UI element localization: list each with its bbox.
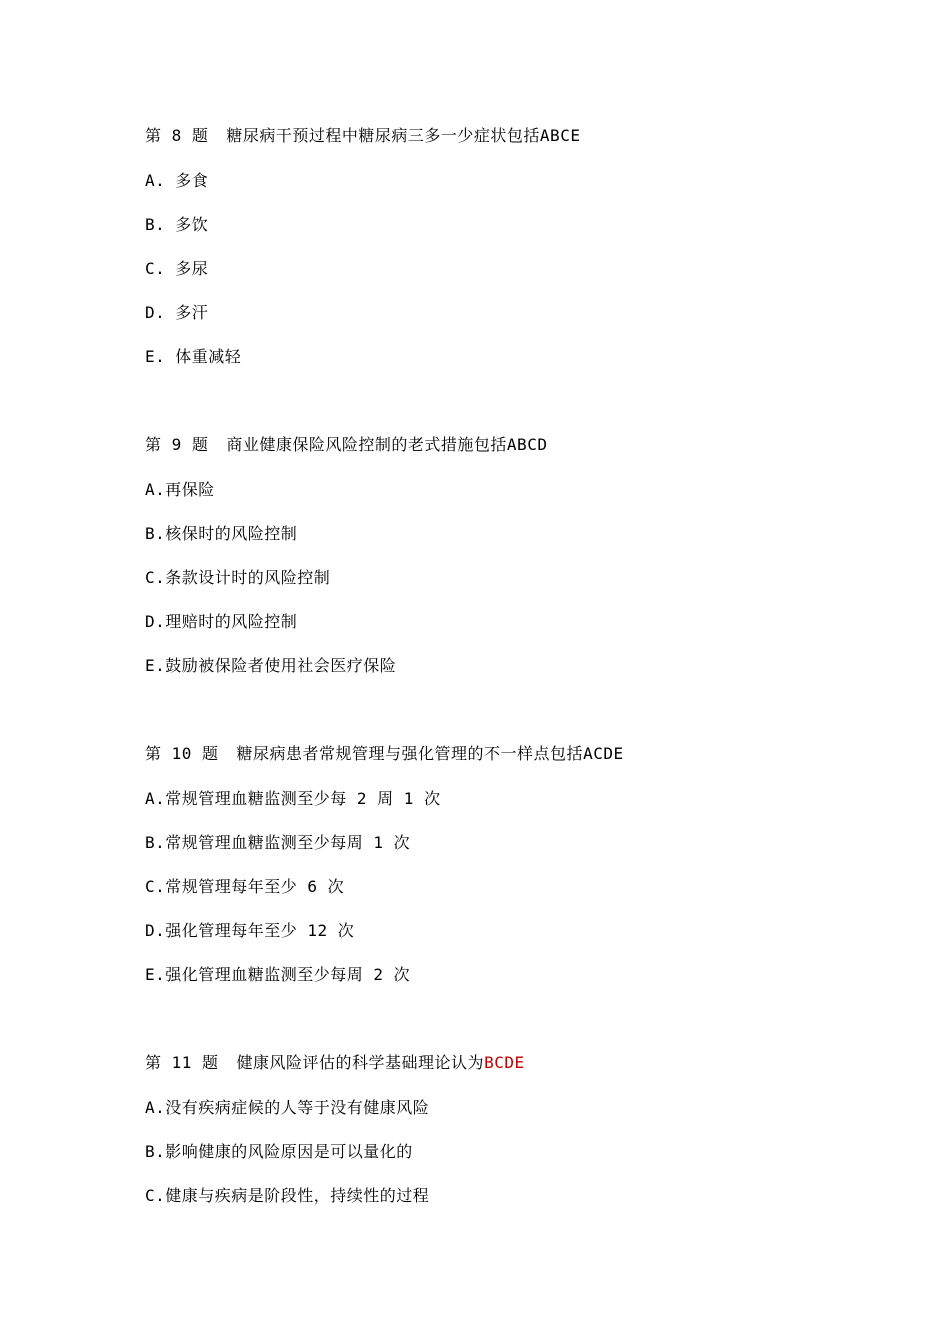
question-stem: 糖尿病患者常规管理与强化管理的不一样点包括 xyxy=(236,744,584,763)
question-title xyxy=(145,1051,525,1075)
question-title xyxy=(145,124,580,148)
option-a xyxy=(145,1096,429,1120)
option-label: E. xyxy=(145,656,166,675)
option-text: 核保时的风险控制 xyxy=(165,524,298,543)
option-b xyxy=(145,522,297,546)
option-a xyxy=(145,169,208,193)
option-text: 再保险 xyxy=(165,480,215,499)
question-stem: 糖尿病干预过程中糖尿病三多一少症状包括 xyxy=(226,126,540,145)
option-label: A. xyxy=(145,171,166,190)
option-label: C. xyxy=(145,877,166,896)
option-b xyxy=(145,213,208,237)
option-d xyxy=(145,919,354,943)
option-text: 常规管理每年至少 6 次 xyxy=(165,877,345,896)
question-number: 第 11 题 xyxy=(145,1053,219,1072)
option-b xyxy=(145,831,410,855)
option-text: 强化管理血糖监测至少每周 2 次 xyxy=(165,965,411,984)
question-number: 第 9 题 xyxy=(145,435,209,454)
option-e xyxy=(145,654,396,678)
question-answer: BCDE xyxy=(484,1053,525,1072)
question-answer: ABCE xyxy=(539,126,581,145)
option-text: 多饮 xyxy=(175,215,209,234)
option-text: 条款设计时的风险控制 xyxy=(165,568,331,587)
question-number: 第 10 题 xyxy=(145,744,219,763)
option-label: B. xyxy=(145,833,166,852)
question-answer: ABCD xyxy=(506,435,548,454)
option-d xyxy=(145,301,208,325)
option-a xyxy=(145,478,215,502)
option-label: B. xyxy=(145,1142,166,1161)
option-label: A. xyxy=(145,1098,166,1117)
option-label: B. xyxy=(145,524,166,543)
option-text: 没有疾病症候的人等于没有健康风险 xyxy=(165,1098,430,1117)
option-text: 理赔时的风险控制 xyxy=(165,612,298,631)
option-label: D. xyxy=(145,921,166,940)
option-text: 常规管理血糖监测至少每 2 周 1 次 xyxy=(165,789,441,808)
question-title xyxy=(145,433,547,457)
option-label: E. xyxy=(145,347,166,366)
option-a xyxy=(145,787,441,811)
option-label: C. xyxy=(145,1186,166,1205)
option-text: 强化管理每年至少 12 次 xyxy=(165,921,355,940)
option-text: 多汗 xyxy=(175,303,209,322)
option-text: 影响健康的风险原因是可以量化的 xyxy=(165,1142,413,1161)
option-text: 健康与疾病是阶段性，持续性的过程 xyxy=(165,1186,430,1205)
option-text: 多食 xyxy=(175,171,209,190)
option-label: A. xyxy=(145,480,166,499)
option-c xyxy=(145,875,344,899)
option-label: C. xyxy=(145,259,166,278)
option-d xyxy=(145,610,297,634)
question-stem: 商业健康保险风险控制的老式措施包括 xyxy=(226,435,507,454)
option-label: C. xyxy=(145,568,166,587)
question-title xyxy=(145,742,624,766)
option-text: 常规管理血糖监测至少每周 1 次 xyxy=(165,833,411,852)
option-c xyxy=(145,257,208,281)
option-c xyxy=(145,566,330,590)
question-answer: ACDE xyxy=(583,744,624,763)
option-label: A. xyxy=(145,789,166,808)
option-label: D. xyxy=(145,612,166,631)
option-text: 体重减轻 xyxy=(175,347,242,366)
option-label: E. xyxy=(145,965,166,984)
option-label: B. xyxy=(145,215,166,234)
option-e xyxy=(145,963,410,987)
option-e xyxy=(145,345,241,369)
option-text: 多尿 xyxy=(175,259,209,278)
question-number: 第 8 题 xyxy=(145,126,209,145)
option-c xyxy=(145,1184,429,1208)
option-b xyxy=(145,1140,413,1164)
option-label: D. xyxy=(145,303,166,322)
option-text: 鼓励被保险者使用社会医疗保险 xyxy=(165,656,397,675)
question-stem: 健康风险评估的科学基础理论认为 xyxy=(236,1053,485,1072)
